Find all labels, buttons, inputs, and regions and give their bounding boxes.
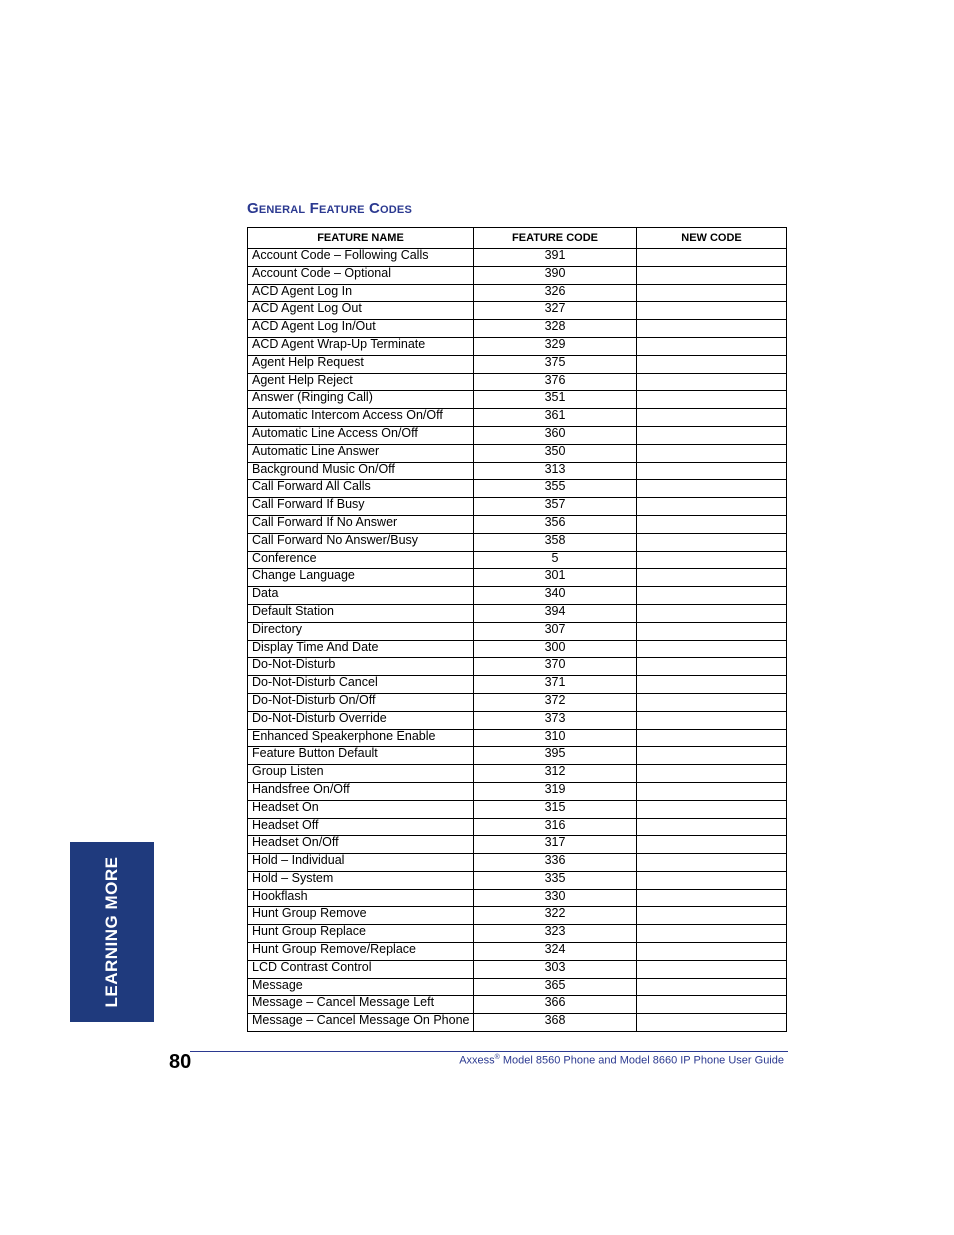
- feature-code-cell: 312: [474, 765, 637, 783]
- table-row: [248, 889, 787, 907]
- table-body: [248, 249, 787, 1032]
- feature-code-cell: 316: [474, 818, 637, 836]
- table-row: [248, 836, 787, 854]
- footer-divider: [190, 1051, 788, 1052]
- table-row: [248, 676, 787, 694]
- table-row: [248, 960, 787, 978]
- new-code-cell: [637, 587, 787, 605]
- feature-name-cell: Automatic Line Access On/Off: [248, 426, 474, 444]
- feature-name-cell: Do-Not-Disturb: [248, 658, 474, 676]
- feature-name-cell: Enhanced Speakerphone Enable: [248, 729, 474, 747]
- new-code-cell: [637, 747, 787, 765]
- feature-code-cell: 313: [474, 462, 637, 480]
- feature-code-cell: 375: [474, 355, 637, 373]
- table-row: [248, 337, 787, 355]
- feature-code-cell: 373: [474, 711, 637, 729]
- feature-code-cell: 328: [474, 320, 637, 338]
- new-code-cell: [637, 444, 787, 462]
- feature-name-cell: Message – Cancel Message On Phone: [248, 1014, 474, 1032]
- feature-code-cell: 319: [474, 782, 637, 800]
- new-code-cell: [637, 480, 787, 498]
- footer-brand: Axxess: [459, 1054, 495, 1067]
- section-side-tab: [70, 842, 154, 1022]
- feature-name-cell: Account Code – Optional: [248, 266, 474, 284]
- new-code-cell: [637, 604, 787, 622]
- side-tab-label: LEARNING MORE: [102, 856, 121, 1008]
- feature-code-cell: 329: [474, 337, 637, 355]
- new-code-cell: [637, 355, 787, 373]
- feature-code-cell: 376: [474, 373, 637, 391]
- new-code-cell: [637, 249, 787, 267]
- table-row: [248, 480, 787, 498]
- table-row: [248, 249, 787, 267]
- feature-code-cell: 395: [474, 747, 637, 765]
- feature-code-cell: 350: [474, 444, 637, 462]
- feature-name-cell: Call Forward If Busy: [248, 498, 474, 516]
- table-header-row: [248, 228, 787, 249]
- new-code-cell: [637, 409, 787, 427]
- table-row: [248, 533, 787, 551]
- table-row: [248, 320, 787, 338]
- new-code-cell: [637, 907, 787, 925]
- feature-code-cell: 300: [474, 640, 637, 658]
- table-row: [248, 765, 787, 783]
- table-row: [248, 907, 787, 925]
- feature-name-cell: Hold – System: [248, 871, 474, 889]
- new-code-cell: [637, 1014, 787, 1032]
- feature-codes-table: [247, 227, 787, 1032]
- feature-name-cell: Do-Not-Disturb On/Off: [248, 693, 474, 711]
- table-row: [248, 426, 787, 444]
- table-row: [248, 355, 787, 373]
- feature-code-cell: 327: [474, 302, 637, 320]
- feature-code-cell: 358: [474, 533, 637, 551]
- new-code-cell: [637, 800, 787, 818]
- feature-code-cell: 371: [474, 676, 637, 694]
- feature-name-cell: Call Forward All Calls: [248, 480, 474, 498]
- table-row: [248, 373, 787, 391]
- feature-name-cell: Agent Help Request: [248, 355, 474, 373]
- table-row: [248, 711, 787, 729]
- feature-code-cell: 317: [474, 836, 637, 854]
- new-code-cell: [637, 640, 787, 658]
- new-code-cell: [637, 551, 787, 569]
- new-code-cell: [637, 978, 787, 996]
- table-row: [248, 444, 787, 462]
- table-row: [248, 943, 787, 961]
- feature-code-cell: 370: [474, 658, 637, 676]
- new-code-cell: [637, 320, 787, 338]
- table-row: [248, 1014, 787, 1032]
- feature-code-cell: 351: [474, 391, 637, 409]
- table-row: [248, 978, 787, 996]
- feature-code-cell: 330: [474, 889, 637, 907]
- table-row: [248, 854, 787, 872]
- new-code-cell: [637, 515, 787, 533]
- table-row: [248, 800, 787, 818]
- new-code-cell: [637, 729, 787, 747]
- feature-name-cell: Hunt Group Remove/Replace: [248, 943, 474, 961]
- table-row: [248, 551, 787, 569]
- feature-name-cell: Directory: [248, 622, 474, 640]
- new-code-cell: [637, 337, 787, 355]
- feature-code-cell: 391: [474, 249, 637, 267]
- new-code-cell: [637, 266, 787, 284]
- table-row: [248, 587, 787, 605]
- feature-code-cell: 365: [474, 978, 637, 996]
- new-code-cell: [637, 782, 787, 800]
- feature-name-cell: Background Music On/Off: [248, 462, 474, 480]
- table-row: [248, 658, 787, 676]
- page-number: 80: [169, 1051, 192, 1073]
- new-code-cell: [637, 426, 787, 444]
- feature-code-cell: 368: [474, 1014, 637, 1032]
- new-code-cell: [637, 854, 787, 872]
- feature-name-cell: ACD Agent Log In/Out: [248, 320, 474, 338]
- new-code-cell: [637, 676, 787, 694]
- feature-code-cell: 310: [474, 729, 637, 747]
- feature-code-cell: 336: [474, 854, 637, 872]
- new-code-cell: [637, 373, 787, 391]
- feature-name-cell: ACD Agent Log Out: [248, 302, 474, 320]
- new-code-cell: [637, 889, 787, 907]
- table-row: [248, 462, 787, 480]
- feature-name-cell: Hookflash: [248, 889, 474, 907]
- new-code-cell: [637, 462, 787, 480]
- new-code-cell: [637, 284, 787, 302]
- feature-code-cell: 360: [474, 426, 637, 444]
- feature-code-cell: 322: [474, 907, 637, 925]
- feature-name-cell: ACD Agent Log In: [248, 284, 474, 302]
- feature-name-cell: Call Forward No Answer/Busy: [248, 533, 474, 551]
- footer-title-text: Model 8560 Phone and Model 8660 IP Phone User Guide: [499, 1054, 784, 1067]
- table-row: [248, 515, 787, 533]
- section-title: General Feature Codes: [247, 200, 413, 217]
- feature-name-cell: Handsfree On/Off: [248, 782, 474, 800]
- new-code-cell: [637, 498, 787, 516]
- new-code-cell: [637, 302, 787, 320]
- feature-name-cell: Do-Not-Disturb Override: [248, 711, 474, 729]
- column-header-feature-name: FEATURE NAME: [248, 228, 474, 249]
- feature-name-cell: Feature Button Default: [248, 747, 474, 765]
- feature-code-cell: 326: [474, 284, 637, 302]
- feature-name-cell: Do-Not-Disturb Cancel: [248, 676, 474, 694]
- feature-name-cell: Agent Help Reject: [248, 373, 474, 391]
- feature-name-cell: Headset Off: [248, 818, 474, 836]
- table-row: [248, 640, 787, 658]
- table-row: [248, 604, 787, 622]
- feature-name-cell: Answer (Ringing Call): [248, 391, 474, 409]
- feature-name-cell: Account Code – Following Calls: [248, 249, 474, 267]
- feature-name-cell: Message: [248, 978, 474, 996]
- new-code-cell: [637, 391, 787, 409]
- feature-name-cell: Call Forward If No Answer: [248, 515, 474, 533]
- feature-code-cell: 356: [474, 515, 637, 533]
- table-row: [248, 729, 787, 747]
- column-header-new-code: NEW CODE: [637, 228, 787, 249]
- feature-name-cell: Data: [248, 587, 474, 605]
- new-code-cell: [637, 925, 787, 943]
- feature-code-cell: 323: [474, 925, 637, 943]
- feature-code-cell: 394: [474, 604, 637, 622]
- new-code-cell: [637, 533, 787, 551]
- table-row: [248, 266, 787, 284]
- table-row: [248, 693, 787, 711]
- new-code-cell: [637, 693, 787, 711]
- new-code-cell: [637, 871, 787, 889]
- feature-name-cell: Hold – Individual: [248, 854, 474, 872]
- new-code-cell: [637, 996, 787, 1014]
- new-code-cell: [637, 711, 787, 729]
- new-code-cell: [637, 622, 787, 640]
- feature-name-cell: Change Language: [248, 569, 474, 587]
- feature-code-cell: 303: [474, 960, 637, 978]
- table-row: [248, 409, 787, 427]
- feature-name-cell: LCD Contrast Control: [248, 960, 474, 978]
- feature-name-cell: ACD Agent Wrap-Up Terminate: [248, 337, 474, 355]
- feature-name-cell: Message – Cancel Message Left: [248, 996, 474, 1014]
- feature-name-cell: Automatic Line Answer: [248, 444, 474, 462]
- feature-code-cell: 324: [474, 943, 637, 961]
- feature-name-cell: Conference: [248, 551, 474, 569]
- new-code-cell: [637, 943, 787, 961]
- table-row: [248, 302, 787, 320]
- feature-name-cell: Hunt Group Remove: [248, 907, 474, 925]
- column-header-feature-code: FEATURE CODE: [474, 228, 637, 249]
- table-row: [248, 284, 787, 302]
- feature-code-cell: 366: [474, 996, 637, 1014]
- new-code-cell: [637, 960, 787, 978]
- table-row: [248, 498, 787, 516]
- new-code-cell: [637, 765, 787, 783]
- new-code-cell: [637, 658, 787, 676]
- feature-code-cell: 335: [474, 871, 637, 889]
- feature-code-cell: 355: [474, 480, 637, 498]
- table-row: [248, 996, 787, 1014]
- feature-name-cell: Headset On: [248, 800, 474, 818]
- feature-code-cell: 307: [474, 622, 637, 640]
- feature-code-cell: 372: [474, 693, 637, 711]
- table-row: [248, 925, 787, 943]
- new-code-cell: [637, 818, 787, 836]
- feature-code-cell: 315: [474, 800, 637, 818]
- table-row: [248, 622, 787, 640]
- feature-name-cell: Display Time And Date: [248, 640, 474, 658]
- feature-code-cell: 357: [474, 498, 637, 516]
- feature-name-cell: Default Station: [248, 604, 474, 622]
- footer-guide-title: [459, 1054, 784, 1067]
- feature-name-cell: Group Listen: [248, 765, 474, 783]
- feature-code-cell: 301: [474, 569, 637, 587]
- feature-code-cell: 340: [474, 587, 637, 605]
- table-row: [248, 569, 787, 587]
- registered-mark: ®: [494, 1054, 500, 1061]
- new-code-cell: [637, 836, 787, 854]
- table-row: [248, 782, 787, 800]
- feature-name-cell: Hunt Group Replace: [248, 925, 474, 943]
- new-code-cell: [637, 569, 787, 587]
- table-row: [248, 871, 787, 889]
- feature-code-cell: 361: [474, 409, 637, 427]
- table-row: [248, 747, 787, 765]
- feature-code-cell: 5: [474, 551, 637, 569]
- feature-code-cell: 390: [474, 266, 637, 284]
- feature-name-cell: Headset On/Off: [248, 836, 474, 854]
- feature-name-cell: Automatic Intercom Access On/Off: [248, 409, 474, 427]
- table-row: [248, 818, 787, 836]
- table-row: [248, 391, 787, 409]
